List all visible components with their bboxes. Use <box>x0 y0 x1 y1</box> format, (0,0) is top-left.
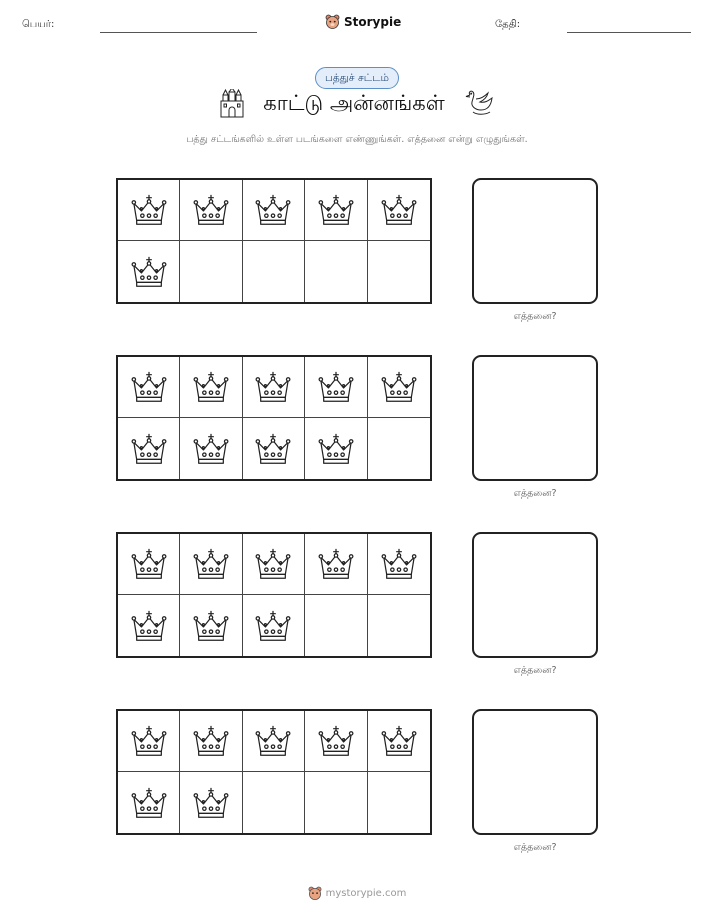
crown-icon <box>192 431 230 467</box>
crown-icon <box>254 369 292 405</box>
ten-frame-cell-filled <box>118 772 180 833</box>
ten-frame-cell-filled <box>368 711 430 772</box>
crown-icon <box>317 369 355 405</box>
crown-icon <box>380 369 418 405</box>
ten-frame-cell-filled <box>180 711 242 772</box>
crown-icon <box>192 369 230 405</box>
crown-icon <box>192 192 230 228</box>
ten-frame-cell-empty <box>368 772 430 833</box>
castle-icon <box>219 89 245 119</box>
ten-frame <box>116 709 432 835</box>
crown-icon <box>317 192 355 228</box>
crown-icon <box>130 254 168 290</box>
brand-logo <box>325 14 401 30</box>
crown-icon <box>130 192 168 228</box>
ten-frame-cell-filled <box>305 711 367 772</box>
ten-frame <box>116 355 432 481</box>
ten-frame-cell-filled <box>118 180 180 241</box>
ten-frame-cell-filled <box>118 357 180 418</box>
answer-box[interactable] <box>472 709 598 835</box>
crown-icon <box>380 192 418 228</box>
crown-icon <box>192 608 230 644</box>
crown-icon <box>130 723 168 759</box>
crown-icon <box>130 785 168 821</box>
ten-frame <box>116 178 432 304</box>
crown-icon <box>254 192 292 228</box>
ten-frame-cell-filled <box>368 534 430 595</box>
ten-frame-cell-filled <box>243 418 305 479</box>
crown-icon <box>254 723 292 759</box>
ten-frame-cell-filled <box>243 711 305 772</box>
answer-prompt: எத்தனை? <box>513 842 557 853</box>
ten-frame-cell-filled <box>243 534 305 595</box>
crown-icon <box>254 608 292 644</box>
ten-frame-cell-filled <box>368 357 430 418</box>
ten-frame-cell-filled <box>180 357 242 418</box>
ten-frame-cell-filled <box>180 534 242 595</box>
ten-frame-cell-empty <box>368 595 430 656</box>
ten-frame-cell-empty <box>180 241 242 302</box>
ten-frame-cell-filled <box>118 418 180 479</box>
ten-frame-cell-filled <box>368 180 430 241</box>
ten-frame-cell-empty <box>243 241 305 302</box>
crown-icon <box>130 369 168 405</box>
crown-icon <box>254 546 292 582</box>
ten-frame-cell-filled <box>180 180 242 241</box>
answer-prompt: எத்தனை? <box>513 311 557 322</box>
ten-frame-cell-filled <box>305 534 367 595</box>
ten-frame-cell-empty <box>368 241 430 302</box>
swan-icon <box>463 89 495 119</box>
ten-frame-cell-empty <box>243 772 305 833</box>
ten-frame-cell-filled <box>180 418 242 479</box>
mascot-icon <box>325 14 340 30</box>
answer-box[interactable] <box>472 178 598 304</box>
answer-box[interactable] <box>472 532 598 658</box>
crown-icon <box>317 723 355 759</box>
instructions: பத்து சட்டங்களில் உள்ள படங்களை எண்ணுங்கள். எத்தனை என்று எழுதுங்கள். <box>186 134 528 145</box>
footer-site: mystorypie.com <box>325 888 407 899</box>
ten-frame-cell-empty <box>305 595 367 656</box>
ten-frame-cell-filled <box>243 357 305 418</box>
brand-name: Storypie <box>344 15 402 29</box>
ten-frame-cell-filled <box>305 357 367 418</box>
ten-frame-cell-empty <box>305 241 367 302</box>
crown-icon <box>130 431 168 467</box>
ten-frame-cell-filled <box>118 534 180 595</box>
ten-frame-cell-filled <box>243 180 305 241</box>
crown-icon <box>192 723 230 759</box>
ten-frame-cell-filled <box>180 772 242 833</box>
ten-frame <box>116 532 432 658</box>
name-line[interactable] <box>100 32 257 33</box>
crown-icon <box>130 608 168 644</box>
crown-icon <box>380 546 418 582</box>
page-title: காட்டு அன்னங்கள் <box>263 90 445 115</box>
crown-icon <box>130 546 168 582</box>
ten-frame-cell-empty <box>368 418 430 479</box>
crown-icon <box>192 546 230 582</box>
date-line[interactable] <box>567 32 691 33</box>
ten-frame-cell-filled <box>118 711 180 772</box>
ten-frame-cell-filled <box>305 418 367 479</box>
ten-frame-cell-filled <box>118 595 180 656</box>
footer <box>308 886 407 901</box>
crown-icon <box>254 431 292 467</box>
mascot-icon <box>308 886 322 901</box>
crown-icon <box>192 785 230 821</box>
ten-frame-cell-filled <box>305 180 367 241</box>
answer-box[interactable] <box>472 355 598 481</box>
ten-frame-cell-empty <box>305 772 367 833</box>
ten-frame-cell-filled <box>243 595 305 656</box>
ten-frame-cell-filled <box>118 241 180 302</box>
answer-prompt: எத்தனை? <box>513 488 557 499</box>
date-label: தேதி: <box>495 19 521 30</box>
crown-icon <box>380 723 418 759</box>
answer-prompt: எத்தனை? <box>513 665 557 676</box>
crown-icon <box>317 546 355 582</box>
name-label: பெயர்: <box>22 19 55 30</box>
worksheet-type-badge: பத்துச் சட்டம் <box>315 67 399 89</box>
crown-icon <box>317 431 355 467</box>
ten-frame-cell-filled <box>180 595 242 656</box>
